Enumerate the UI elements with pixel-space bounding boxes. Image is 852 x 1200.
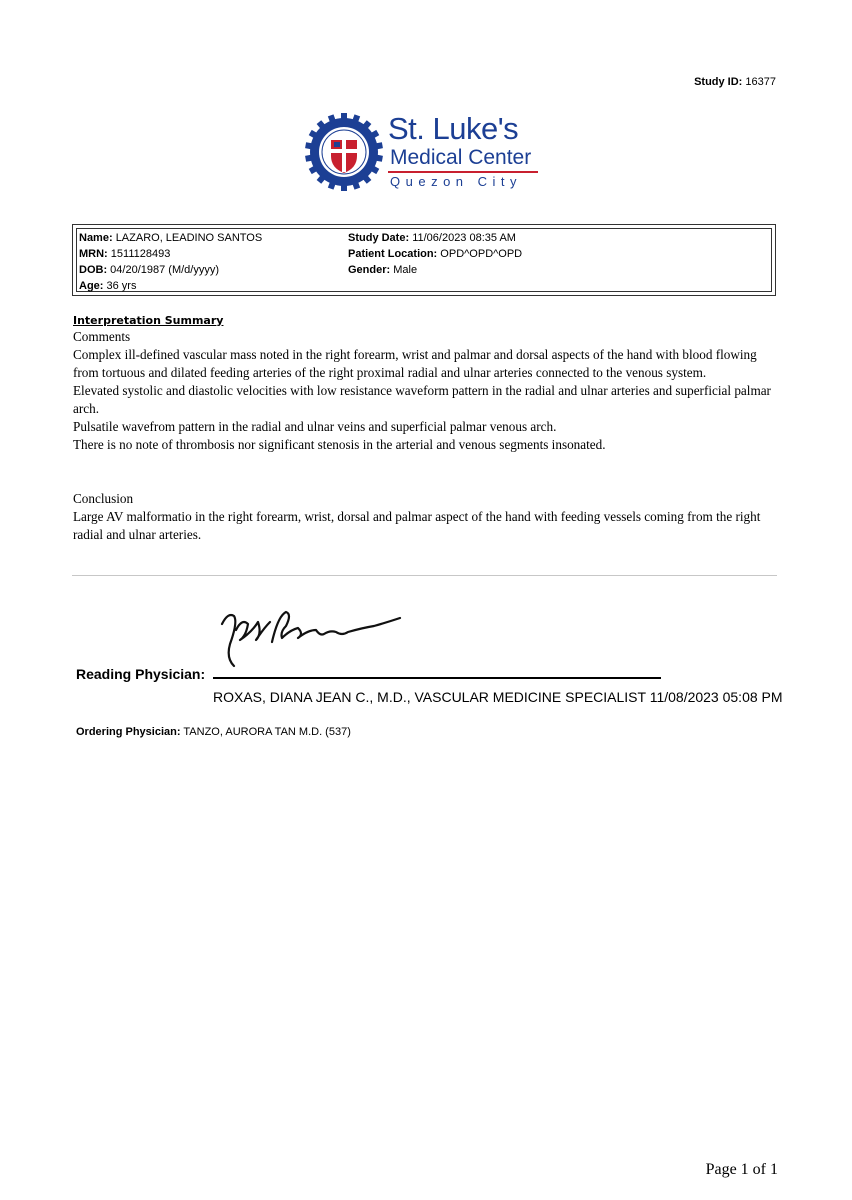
ordering-physician [76, 726, 351, 738]
patient-mrn: MRN: 1511128493 [79, 248, 171, 260]
ordering-physician-label: Ordering Physician: [76, 726, 181, 738]
page-number: Page 1 of 1 [705, 1161, 778, 1178]
comment-1: Complex ill-defined vascular mass noted in the right forearm, wrist and palmar and dorsal aspects of the hand with blood flowing from tortuous and dilated feeding arteries of the right proximal radial and ulnar arteries connected to the venous system. [73, 347, 757, 380]
interpretation-title: Interpretation Summary [73, 314, 224, 327]
comment-3: Pulsatile wavefrom pattern in the radial and ulnar veins and superficial palmar venous arch. [73, 419, 557, 434]
logo-text-line-2: Medical Center [390, 146, 532, 169]
patient-name: Name: LAZARO, LEADINO SANTOS [79, 232, 263, 244]
patient-location: Patient Location: OPD^OPD^OPD [348, 248, 523, 260]
reading-physician-label: Reading Physician: [76, 666, 206, 682]
patient-info-box [72, 224, 776, 296]
reading-physician-name: ROXAS, DIANA JEAN C., M.D., VASCULAR MEDICINE SPECIALIST 11/08/2023 05:08 PM [213, 689, 783, 705]
comment-4: There is no note of thrombosis nor significant stenosis in the arterial and venous segments insonated. [73, 437, 606, 452]
study-date: Study Date: 11/06/2023 08:35 AM [348, 232, 516, 244]
comments-heading: Comments [73, 329, 131, 344]
logo-text-line-1: St. Luke's [388, 111, 519, 146]
hospital-seal-icon [304, 112, 384, 192]
section-divider [72, 575, 777, 576]
conclusion-heading: Conclusion [73, 491, 134, 506]
logo-text-line-3: Quezon City [390, 174, 523, 189]
comment-2: Elevated systolic and diastolic velocities with low resistance waveform pattern in the radial and ulnar arteries and superficial palmar arch. [73, 383, 771, 416]
patient-gender: Gender: Male [348, 264, 418, 276]
logo-divider [388, 171, 538, 173]
hospital-logo [304, 110, 544, 194]
ordering-physician-name: TANZO, AURORA TAN M.D. (537) [183, 726, 351, 738]
physician-signature [212, 600, 412, 672]
study-id-value: 16377 [745, 76, 776, 88]
patient-dob: DOB: 04/20/1987 (M/d/yyyy) [79, 264, 220, 276]
patient-age: Age: 36 yrs [79, 280, 137, 292]
study-id [694, 76, 776, 88]
signature-line [213, 677, 661, 679]
conclusion-text: Large AV malformatio in the right forearm, wrist, dorsal and palmar aspect of the hand with feeding vessels coming from the right radial and ulnar arteries. [73, 509, 761, 542]
study-id-label: Study ID: [694, 76, 743, 88]
